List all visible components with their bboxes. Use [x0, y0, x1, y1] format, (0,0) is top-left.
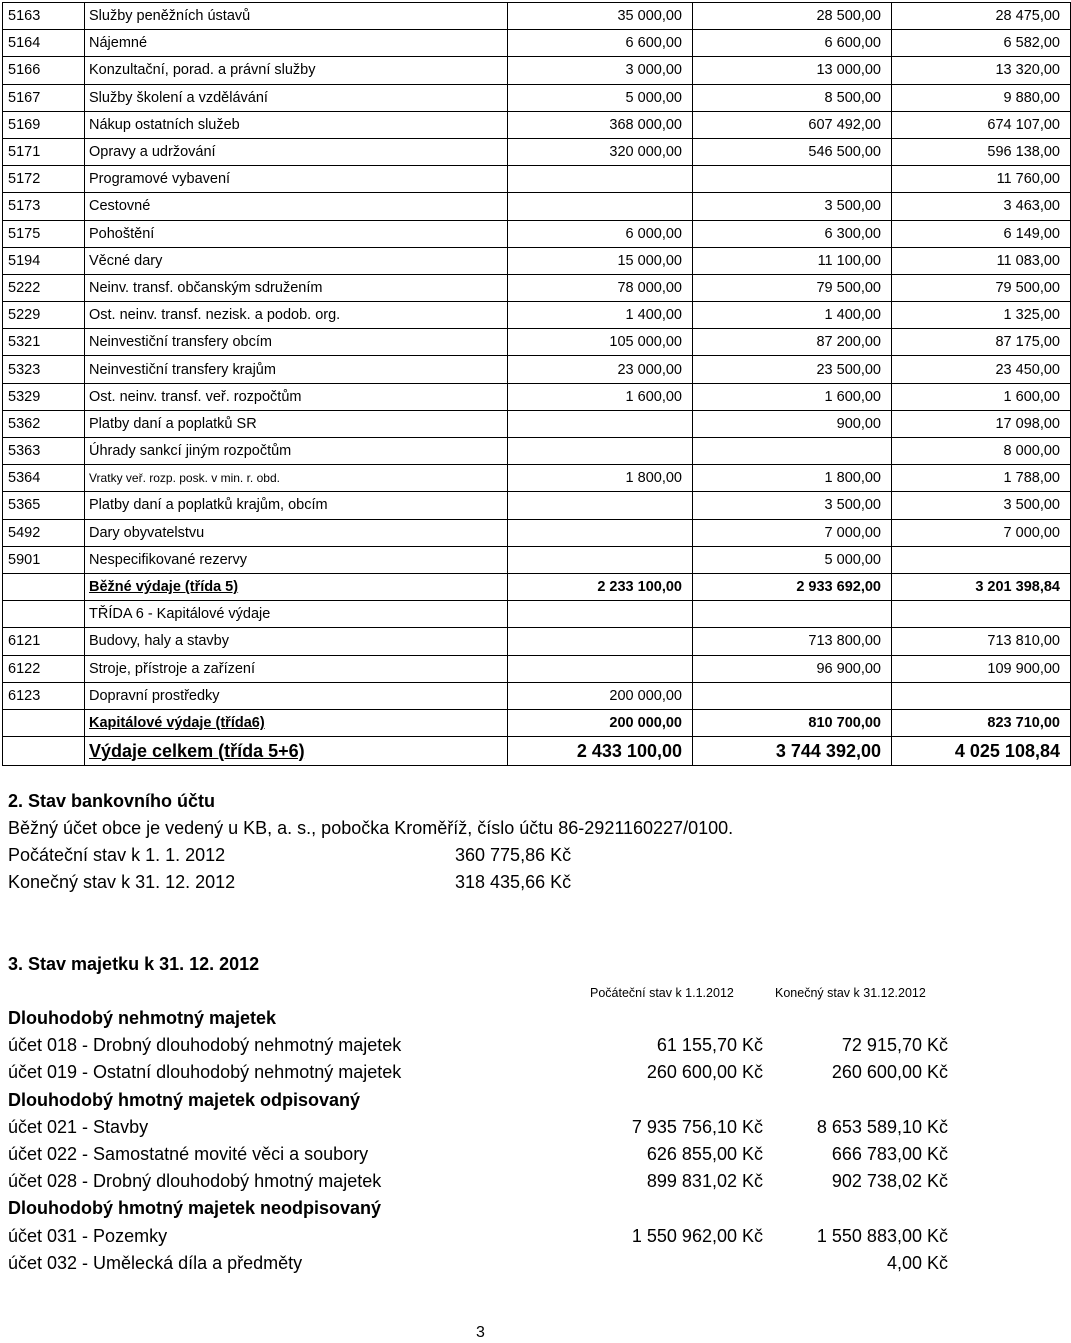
row-value-3: 8 000,00: [892, 438, 1071, 465]
row-value-1: 200 000,00: [508, 709, 693, 736]
row-code: 5363: [3, 438, 85, 465]
row-code: 5492: [3, 519, 85, 546]
row-code: 5166: [3, 57, 85, 84]
table-row: [3, 519, 1071, 546]
row-name: Platby daní a poplatků krajům, obcím: [85, 492, 508, 519]
row-name: Platby daní a poplatků SR: [85, 410, 508, 437]
row-value-1: [508, 601, 693, 628]
asset-end-value: 1 550 883,00 Kč: [816, 1225, 948, 1246]
row-value-3: 79 500,00: [892, 274, 1071, 301]
table-row: [3, 709, 1071, 736]
row-value-3: 13 320,00: [892, 57, 1071, 84]
row-code: 6122: [3, 655, 85, 682]
row-name: Neinvestiční transfery krajům: [85, 356, 508, 383]
row-value-1: 2 433 100,00: [508, 737, 693, 766]
row-value-2: 1 800,00: [693, 465, 892, 492]
row-value-2: 8 500,00: [693, 84, 892, 111]
row-name: Kapitálové výdaje (třída6): [85, 709, 508, 736]
asset-end-value: 666 783,00 Kč: [831, 1143, 948, 1164]
row-value-2: 87 200,00: [693, 329, 892, 356]
row-code: 5175: [3, 220, 85, 247]
row-value-2: 546 500,00: [693, 138, 892, 165]
table-row: [3, 383, 1071, 410]
row-value-1: 1 400,00: [508, 302, 693, 329]
row-value-2: 7 000,00: [693, 519, 892, 546]
row-value-1: [508, 655, 693, 682]
row-value-2: [693, 438, 892, 465]
row-code: 5167: [3, 84, 85, 111]
asset-start-value: 626 855,00 Kč: [646, 1143, 763, 1164]
row-value-1: [508, 628, 693, 655]
bank-end-row: [8, 872, 572, 893]
row-code: 5329: [3, 383, 85, 410]
table-row: [3, 193, 1071, 220]
row-value-3: 6 582,00: [892, 30, 1071, 57]
row-value-3: [892, 601, 1071, 628]
row-code: 5901: [3, 546, 85, 573]
row-value-2: 6 600,00: [693, 30, 892, 57]
table-row: [3, 356, 1071, 383]
row-code: 5164: [3, 30, 85, 57]
bank-start-value: 360 775,86 Kč: [455, 845, 572, 865]
row-value-2: 810 700,00: [693, 709, 892, 736]
table-row: [3, 329, 1071, 356]
asset-row: [8, 1059, 948, 1086]
row-value-1: [508, 410, 693, 437]
table-row: [3, 274, 1071, 301]
row-code: 5229: [3, 302, 85, 329]
row-code: 5222: [3, 274, 85, 301]
table-row: [3, 628, 1071, 655]
row-code: [3, 737, 85, 766]
row-value-1: 15 000,00: [508, 247, 693, 274]
row-value-1: 105 000,00: [508, 329, 693, 356]
asset-group-heading: [8, 1087, 948, 1114]
asset-end-value: 902 738,02 Kč: [831, 1171, 948, 1192]
asset-label: účet 021 - Stavby: [8, 1116, 149, 1137]
row-code: 5365: [3, 492, 85, 519]
row-value-1: 200 000,00: [508, 682, 693, 709]
row-value-3: 4 025 108,84: [892, 737, 1071, 766]
table-row: [3, 84, 1071, 111]
bank-account-text: Běžný účet obce je vedený u KB, a. s., pobočka Kroměříž, číslo účtu 86-2921160227/0100.: [8, 818, 734, 838]
row-code: 5171: [3, 138, 85, 165]
row-value-1: [508, 546, 693, 573]
row-value-3: [892, 682, 1071, 709]
row-name: Cestovné: [85, 193, 508, 220]
row-value-2: 23 500,00: [693, 356, 892, 383]
asset-label: účet 018 - Drobný dlouhodobý nehmotný majetek: [8, 1035, 402, 1056]
row-value-1: 1 800,00: [508, 465, 693, 492]
row-name: Běžné výdaje (třída 5): [85, 573, 508, 600]
table-row: [3, 57, 1071, 84]
row-value-1: [508, 193, 693, 220]
asset-end-value: 8 653 589,10 Kč: [816, 1116, 948, 1137]
row-value-1: 6 000,00: [508, 220, 693, 247]
row-name: Nájemné: [85, 30, 508, 57]
row-value-2: 96 900,00: [693, 655, 892, 682]
row-value-2: 1 400,00: [693, 302, 892, 329]
row-code: 5321: [3, 329, 85, 356]
asset-label: účet 028 - Drobný dlouhodobý hmotný majetek: [8, 1171, 382, 1192]
row-value-2: 3 500,00: [693, 193, 892, 220]
row-value-1: [508, 438, 693, 465]
row-value-1: 3 000,00: [508, 57, 693, 84]
row-name: Vratky veř. rozp. posk. v min. r. obd.: [85, 465, 508, 492]
row-value-2: 3 500,00: [693, 492, 892, 519]
row-name: Služby peněžních ústavů: [85, 3, 508, 30]
row-value-1: 320 000,00: [508, 138, 693, 165]
row-code: 5194: [3, 247, 85, 274]
row-value-3: 3 500,00: [892, 492, 1071, 519]
page-number: 3: [476, 1324, 485, 1341]
bank-end-value: 318 435,66 Kč: [455, 872, 572, 892]
row-name: Neinvestiční transfery obcím: [85, 329, 508, 356]
table-row: [3, 247, 1071, 274]
table-row: [3, 601, 1071, 628]
assets-col1-header: Počáteční stav k 1.1.2012: [590, 986, 734, 1000]
asset-row: [8, 1114, 948, 1141]
row-value-3: 17 098,00: [892, 410, 1071, 437]
row-code: 5169: [3, 111, 85, 138]
row-name: Věcné dary: [85, 247, 508, 274]
row-code: 5172: [3, 166, 85, 193]
table-row: [3, 302, 1071, 329]
asset-label: Dlouhodobý nehmotný majetek: [8, 1008, 277, 1028]
row-name: Služby školení a vzdělávání: [85, 84, 508, 111]
bank-section-title: 2. Stav bankovního účtu: [8, 791, 216, 811]
row-name: Programové vybavení: [85, 166, 508, 193]
row-value-3: 596 138,00: [892, 138, 1071, 165]
row-name: Ost. neinv. transf. veř. rozpočtům: [85, 383, 508, 410]
asset-row: [8, 1168, 948, 1195]
row-value-3: 713 810,00: [892, 628, 1071, 655]
asset-start-value: 260 600,00 Kč: [646, 1062, 763, 1083]
asset-label: účet 019 - Ostatní dlouhodobý nehmotný majetek: [8, 1062, 402, 1083]
asset-group-heading: [8, 1195, 948, 1222]
asset-group-heading: [8, 1005, 948, 1032]
asset-label: účet 022 - Samostatné movité věci a soubory: [8, 1143, 369, 1164]
row-value-2: 2 933 692,00: [693, 573, 892, 600]
row-code: 5362: [3, 410, 85, 437]
row-name: Výdaje celkem (třída 5+6): [85, 737, 508, 766]
table-row: [3, 492, 1071, 519]
assets-col2-header: Konečný stav k 31.12.2012: [775, 986, 926, 1000]
table-row: [3, 111, 1071, 138]
asset-row: [8, 1250, 948, 1277]
row-value-2: 607 492,00: [693, 111, 892, 138]
table-row: [3, 573, 1071, 600]
row-value-2: 713 800,00: [693, 628, 892, 655]
row-value-3: 3 201 398,84: [892, 573, 1071, 600]
row-value-3: [892, 546, 1071, 573]
row-code: [3, 601, 85, 628]
row-value-2: [693, 682, 892, 709]
asset-start-value: 61 155,70 Kč: [656, 1035, 763, 1056]
assets-section-title: 3. Stav majetku k 31. 12. 2012: [8, 954, 260, 974]
row-value-1: [508, 492, 693, 519]
row-code: 5173: [3, 193, 85, 220]
asset-start-value: 1 550 962,00 Kč: [631, 1225, 763, 1246]
row-value-3: 11 083,00: [892, 247, 1071, 274]
row-value-1: 23 000,00: [508, 356, 693, 383]
row-value-3: 7 000,00: [892, 519, 1071, 546]
asset-start-value: 899 831,02 Kč: [646, 1171, 763, 1192]
row-value-2: [693, 166, 892, 193]
asset-label: účet 032 - Umělecká díla a předměty: [8, 1252, 303, 1273]
asset-end-value: 72 915,70 Kč: [841, 1035, 948, 1056]
row-value-3: 109 900,00: [892, 655, 1071, 682]
row-value-2: 79 500,00: [693, 274, 892, 301]
table-row: [3, 138, 1071, 165]
asset-row: [8, 1032, 948, 1059]
row-value-2: 1 600,00: [693, 383, 892, 410]
table-row: [3, 546, 1071, 573]
row-value-2: 6 300,00: [693, 220, 892, 247]
row-code: 6121: [3, 628, 85, 655]
row-code: 5163: [3, 3, 85, 30]
asset-label: Dlouhodobý hmotný majetek neodpisovaný: [8, 1198, 382, 1219]
row-name: Ost. neinv. transf. nezisk. a podob. org.: [85, 302, 508, 329]
table-row: [3, 3, 1071, 30]
row-value-3: 23 450,00: [892, 356, 1071, 383]
row-value-1: [508, 166, 693, 193]
row-value-1: 2 233 100,00: [508, 573, 693, 600]
row-name: Dopravní prostředky: [85, 682, 508, 709]
row-value-3: 28 475,00: [892, 3, 1071, 30]
row-value-3: 674 107,00: [892, 111, 1071, 138]
row-value-3: 87 175,00: [892, 329, 1071, 356]
table-row: [3, 410, 1071, 437]
bank-start-label: Počáteční stav k 1. 1. 2012: [8, 845, 226, 865]
row-value-1: 78 000,00: [508, 274, 693, 301]
row-value-3: 1 788,00: [892, 465, 1071, 492]
row-name: Stroje, přístroje a zařízení: [85, 655, 508, 682]
row-value-1: 1 600,00: [508, 383, 693, 410]
row-name: TŘÍDA 6 - Kapitálové výdaje: [85, 601, 508, 628]
table-row: [3, 682, 1071, 709]
table-row: [3, 220, 1071, 247]
row-value-3: 1 325,00: [892, 302, 1071, 329]
row-name: Nespecifikované rezervy: [85, 546, 508, 573]
row-value-1: [508, 519, 693, 546]
bank-start-row: [8, 845, 572, 866]
row-value-3: 3 463,00: [892, 193, 1071, 220]
assets-list: [8, 1005, 948, 1277]
table-row: [3, 30, 1071, 57]
row-name: Konzultační, porad. a právní služby: [85, 57, 508, 84]
row-value-3: 6 149,00: [892, 220, 1071, 247]
row-value-2: 3 744 392,00: [693, 737, 892, 766]
asset-end-value: 4,00 Kč: [886, 1252, 948, 1273]
asset-start-value: 7 935 756,10 Kč: [631, 1116, 763, 1137]
asset-end-value: 260 600,00 Kč: [831, 1062, 948, 1083]
row-name: Budovy, haly a stavby: [85, 628, 508, 655]
row-value-3: 9 880,00: [892, 84, 1071, 111]
row-code: 6123: [3, 682, 85, 709]
row-name: Neinv. transf. občanským sdružením: [85, 274, 508, 301]
row-code: 5364: [3, 465, 85, 492]
row-value-2: 11 100,00: [693, 247, 892, 274]
row-name: Opravy a udržování: [85, 138, 508, 165]
asset-label: účet 031 - Pozemky: [8, 1225, 168, 1246]
row-value-1: 35 000,00: [508, 3, 693, 30]
table-row: [3, 737, 1071, 766]
table-row: [3, 655, 1071, 682]
row-value-2: [693, 601, 892, 628]
row-code: [3, 573, 85, 600]
row-value-3: 823 710,00: [892, 709, 1071, 736]
row-value-2: 5 000,00: [693, 546, 892, 573]
row-value-1: 368 000,00: [508, 111, 693, 138]
bank-end-label: Konečný stav k 31. 12. 2012: [8, 872, 236, 892]
row-value-1: 6 600,00: [508, 30, 693, 57]
row-name: Pohoštění: [85, 220, 508, 247]
row-code: [3, 709, 85, 736]
row-name: Dary obyvatelstvu: [85, 519, 508, 546]
asset-row: [8, 1223, 948, 1250]
row-value-1: 5 000,00: [508, 84, 693, 111]
asset-label: Dlouhodobý hmotný majetek odpisovaný: [8, 1089, 361, 1110]
row-name: Nákup ostatních služeb: [85, 111, 508, 138]
row-value-2: 28 500,00: [693, 3, 892, 30]
row-value-2: 900,00: [693, 410, 892, 437]
asset-row: [8, 1141, 948, 1168]
table-row: [3, 166, 1071, 193]
row-value-2: 13 000,00: [693, 57, 892, 84]
row-code: 5323: [3, 356, 85, 383]
row-value-3: 1 600,00: [892, 383, 1071, 410]
row-name: Úhrady sankcí jiným rozpočtům: [85, 438, 508, 465]
table-row: [3, 465, 1071, 492]
row-value-3: 11 760,00: [892, 166, 1071, 193]
budget-table: [2, 2, 1071, 766]
table-row: [3, 438, 1071, 465]
